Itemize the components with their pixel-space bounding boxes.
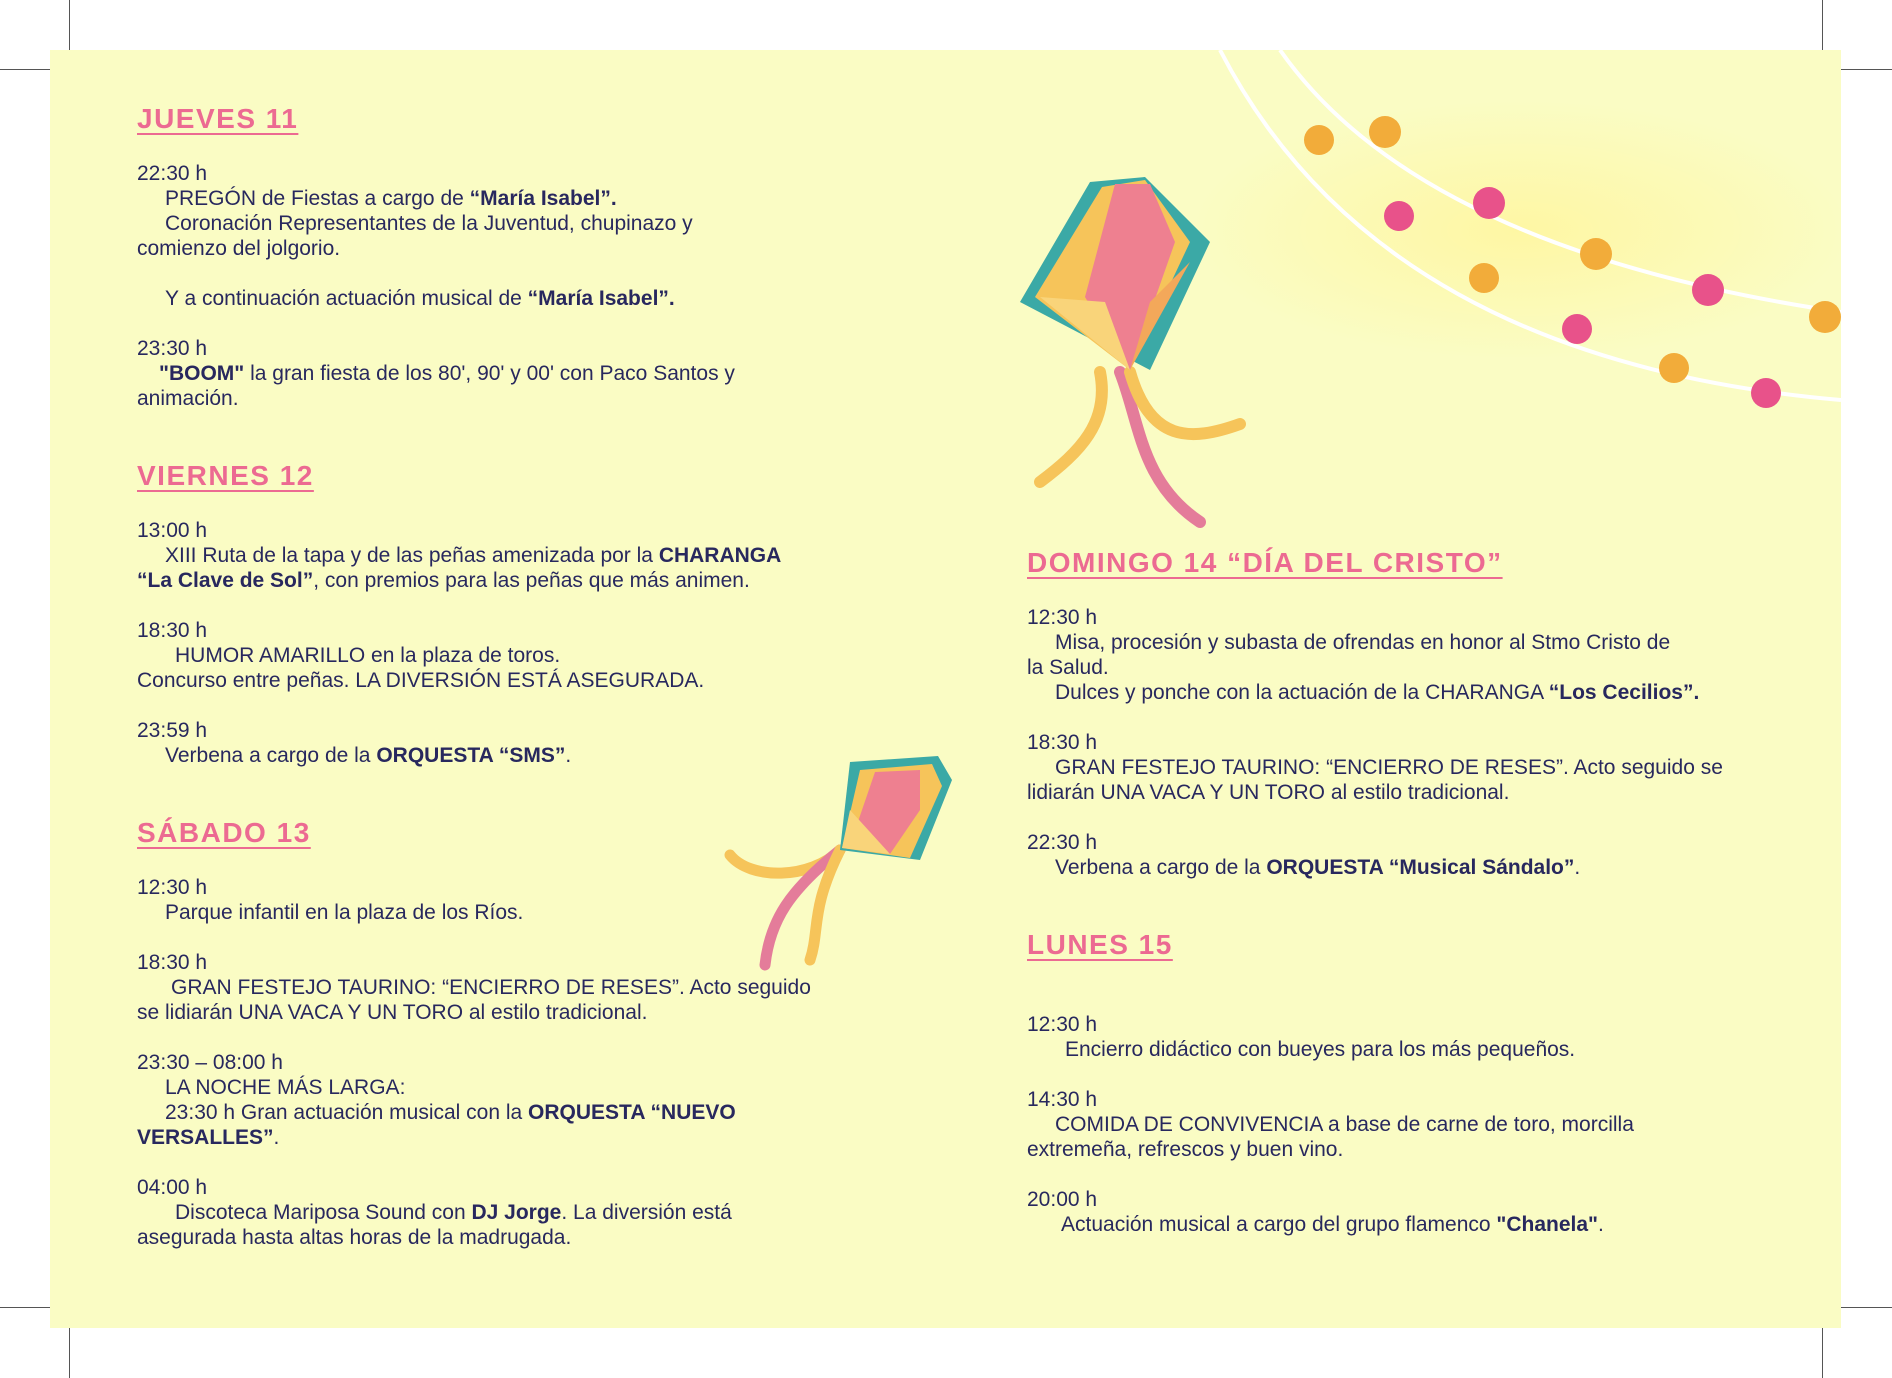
day-heading-jueves: JUEVES 11 [137,103,299,134]
event-block [1027,605,1807,705]
event-line: Coronación Representantes de la Juventud, chupinazo y [165,212,693,235]
right-column [1027,546,1807,1237]
event-line [137,286,917,311]
event-block [137,1050,917,1150]
event-time: 23:30 – 08:00 h [137,1051,283,1074]
event-text: 23:30 h Gran actuación musical con la [165,1101,529,1124]
event-line: animación. [137,387,239,410]
event-time: 13:00 h [137,519,208,542]
left-column [137,102,917,1250]
event-time: 22:30 h [137,162,208,185]
event-highlight: "Chanela" [1496,1213,1599,1236]
event-block [1027,1087,1807,1162]
event-time: 12:30 h [1027,1013,1098,1036]
event-text: Actuación musical a cargo del grupo flamenco [1061,1213,1497,1236]
event-time: 18:30 h [1027,731,1098,754]
event-text: Verbena a cargo de la [165,744,377,767]
event-time: 04:00 h [137,1176,208,1199]
program-sheet [50,50,1841,1328]
event-block [137,161,917,311]
event-line [1027,855,1807,880]
event-highlight: VERSALLES” [137,1126,274,1149]
day-heading-sabado: SÁBADO 13 [137,817,311,848]
event-highlight: “Los Cecilios”. [1548,681,1700,704]
event-block [1027,730,1807,805]
event-block [137,718,917,768]
day-heading-domingo: DOMINGO 14 “DÍA DEL CRISTO” [1027,547,1503,578]
event-line: Misa, procesión y subasta de ofrendas en honor al Stmo Cristo de [1055,631,1671,654]
event-block [1027,1187,1807,1237]
event-text: , con premios para las peñas que más animen. [313,569,750,592]
event-line: GRAN FESTEJO TAURINO: “ENCIERRO DE RESES”. Acto seguido se [1055,756,1723,779]
event-text: Discoteca Mariposa Sound con [175,1201,472,1224]
event-text: XIII Ruta de la tapa y de las peñas amenizada por la [165,544,659,567]
event-time: 20:00 h [1027,1188,1098,1211]
event-highlight: ORQUESTA “NUEVO [528,1101,736,1124]
event-text: PREGÓN de Fiestas a cargo de [165,187,470,210]
event-text: Y a continuación actuación musical de [165,287,528,310]
event-line: lidiarán UNA VACA Y UN TORO al estilo tradicional. [1027,781,1510,804]
day-heading-lunes: LUNES 15 [1027,929,1173,960]
event-text: Verbena a cargo de la [1055,856,1267,879]
event-block [1027,830,1807,880]
event-time: 23:59 h [137,719,208,742]
event-highlight: “María Isabel”. [469,187,617,210]
event-line: la Salud. [1027,656,1109,679]
crop-mark [0,1307,56,1308]
event-line: LA NOCHE MÁS LARGA: [165,1076,406,1099]
event-line: Concurso entre peñas. LA DIVERSIÓN ESTÁ ASEGURADA. [137,669,705,692]
event-line [137,1200,917,1225]
event-block [137,618,917,693]
event-time: 18:30 h [137,951,208,974]
event-line: comienzo del jolgorio. [137,237,341,260]
event-text: . [1574,856,1581,879]
event-block [137,518,917,593]
event-line: se lidiarán UNA VACA Y UN TORO al estilo tradicional. [137,1001,648,1024]
event-line: extremeña, refrescos y buen vino. [1027,1138,1344,1161]
event-time: 14:30 h [1027,1088,1098,1111]
crop-mark [1822,1322,1823,1378]
event-line [137,568,917,593]
event-time: 23:30 h [137,337,208,360]
event-line: asegurada hasta altas horas de la madrugada. [137,1226,572,1249]
event-block [137,1175,917,1250]
event-block [137,950,917,1025]
kite-icon [990,122,1280,542]
day-heading-viernes: VIERNES 12 [137,460,314,491]
event-text: . [273,1126,280,1149]
event-time: 12:30 h [1027,606,1098,629]
event-line: Parque infantil en la plaza de los Ríos. [165,901,524,924]
event-line [1027,680,1807,705]
event-line [137,361,917,386]
event-line [137,186,917,211]
event-line: GRAN FESTEJO TAURINO: “ENCIERRO DE RESES”. Acto seguido [171,976,811,999]
crop-mark [1822,0,1823,56]
crop-mark [0,69,56,70]
event-block [137,336,917,411]
event-line [137,743,917,768]
event-line [137,1125,917,1150]
event-line [1027,1212,1807,1237]
event-text: la gran fiesta de los 80', 90' y 00' con Paco Santos y [244,362,735,385]
event-highlight: DJ Jorge [471,1201,562,1224]
event-text: . La diversión está [561,1201,732,1224]
event-block [1027,1012,1807,1062]
event-highlight: "BOOM" [159,362,245,385]
event-time: 22:30 h [1027,831,1098,854]
crop-mark [69,0,70,56]
crop-mark [1838,69,1892,70]
event-time: 18:30 h [137,619,208,642]
event-text: . [565,744,572,767]
event-line [137,1100,917,1125]
event-time: 12:30 h [137,876,208,899]
event-highlight: “La Clave de Sol” [137,569,314,592]
event-line: COMIDA DE CONVIVENCIA a base de carne de toro, morcilla [1055,1113,1634,1136]
event-highlight: CHARANGA [658,544,782,567]
event-line: HUMOR AMARILLO en la plaza de toros. [175,644,561,667]
event-text: . [1598,1213,1604,1236]
event-line: Encierro didáctico con bueyes para los más pequeños. [1065,1038,1576,1061]
event-highlight: ORQUESTA “Musical Sándalo” [1266,856,1575,879]
event-line [137,543,917,568]
event-highlight: ORQUESTA “SMS” [376,744,566,767]
event-highlight: “María Isabel”. [527,287,675,310]
event-text: Dulces y ponche con la actuación de la CHARANGA [1055,681,1549,704]
event-block [137,875,917,925]
crop-mark [69,1322,70,1378]
crop-mark [1838,1307,1892,1308]
